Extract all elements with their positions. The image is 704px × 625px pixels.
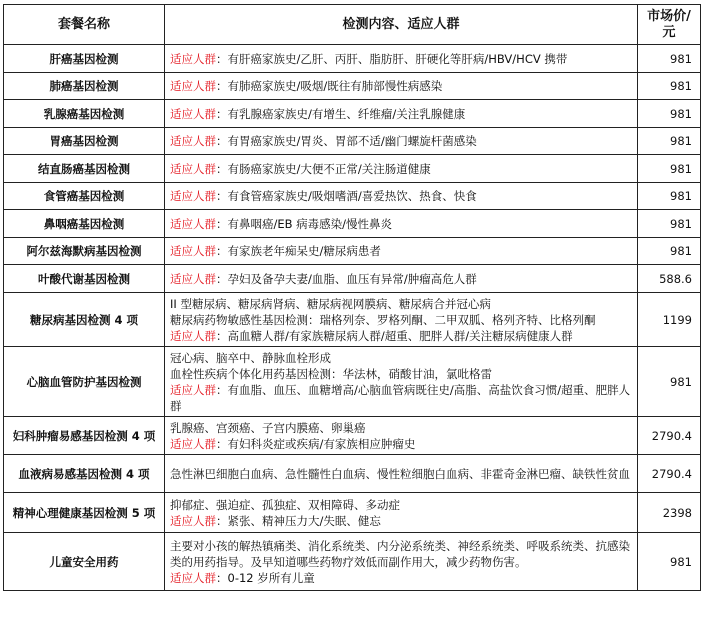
table-row: [4, 45, 701, 73]
test-content-cell: [165, 293, 638, 347]
table-row: [4, 533, 701, 591]
target-group-label: 适应人群: [170, 328, 216, 343]
package-name-cell: 叶酸代谢基因检测: [4, 265, 165, 293]
market-price-cell: 1199: [638, 293, 701, 347]
package-name-cell: 血液病易感基因检测 4 项: [4, 455, 165, 493]
content-text: ：有家族老年痴呆史/糖尿病患者: [216, 244, 381, 258]
test-content-cell: [165, 417, 638, 455]
content-line: [170, 161, 632, 177]
test-content-cell: [165, 183, 638, 210]
content-text: ：0-12 岁所有儿童: [216, 570, 315, 585]
target-group-label: 适应人群: [170, 189, 216, 203]
content-line: [170, 420, 632, 436]
header-row: [4, 5, 701, 45]
table-row: [4, 493, 701, 533]
package-name-cell: 心脑血管防护基因检测: [4, 347, 165, 417]
content-text: ：有肺癌家族史/吸烟/既往有肺部慢性病感染: [216, 79, 443, 93]
test-content-cell: [165, 347, 638, 417]
content-line: [170, 51, 632, 67]
content-line: [170, 350, 632, 366]
market-price-cell: 588.6: [638, 265, 701, 293]
market-price-cell: 981: [638, 45, 701, 73]
market-price-cell: 981: [638, 73, 701, 100]
content-text: ：高血糖人群/有家族糖尿病人群/超重、肥胖人群/关注糖尿病健康人群: [216, 328, 573, 343]
content-text: 乳腺癌、宫颈癌、子宫内膜癌、卵巢癌: [170, 420, 366, 435]
content-line: [170, 436, 632, 452]
content-text: 血栓性疾病个体化用药基因检测：华法林，硝酸甘油，氯吡格雷: [170, 366, 492, 381]
market-price-cell: 981: [638, 533, 701, 591]
content-text: II 型糖尿病、糖尿病肾病、糖尿病视网膜病、糖尿病合并冠心病: [170, 296, 491, 311]
content-text: 抑郁症、强迫症、孤独症、双相障碍、多动症: [170, 497, 400, 512]
package-name-cell: 糖尿病基因检测 4 项: [4, 293, 165, 347]
package-name-cell: 肝癌基因检测: [4, 45, 165, 73]
market-price-cell: 2790.4: [638, 455, 701, 493]
table-row: [4, 417, 701, 455]
header-market-price: [638, 5, 701, 45]
content-text: 急性淋巴细胞白血病、急性髓性白血病、慢性粒细胞白血病、非霍奇金淋巴瘤、缺铁性贫血: [170, 466, 630, 481]
header-test-content: 检测内容、适应人群: [165, 5, 638, 45]
content-text: 冠心病、脑卒中、静脉血栓形成: [170, 350, 331, 365]
content-text: ：有肝癌家族史/乙肝、丙肝、脂肪肝、肝硬化等肝病/HBV/HCV 携带: [216, 51, 568, 66]
content-line: [170, 513, 632, 529]
test-content-cell: [165, 265, 638, 293]
target-group-label: 适应人群: [170, 216, 216, 231]
test-content-cell: [165, 210, 638, 238]
package-name-cell: 肺癌基因检测: [4, 73, 165, 100]
content-text: ：有乳腺癌家族史/有增生、纤维瘤/关注乳腺健康: [216, 106, 466, 121]
content-line: [170, 216, 632, 232]
table-row: [4, 73, 701, 100]
package-name-cell: 胃癌基因检测: [4, 128, 165, 155]
content-text: ：紧张、精神压力大/失眠、健忘: [216, 513, 381, 528]
package-name-cell: 妇科肿瘤易感基因检测 4 项: [4, 417, 165, 455]
table-row: [4, 455, 701, 493]
test-content-cell: [165, 45, 638, 73]
content-line: [170, 133, 632, 149]
header-price-line2: 元: [662, 24, 676, 40]
content-line: [170, 366, 632, 382]
target-group-label: 适应人群: [170, 244, 216, 258]
content-line: [170, 328, 632, 344]
content-line: [170, 243, 632, 259]
target-group-label: 适应人群: [170, 271, 216, 286]
target-group-label: 适应人群: [170, 106, 216, 121]
market-price-cell: 2790.4: [638, 417, 701, 455]
test-content-cell: [165, 73, 638, 100]
package-table: [3, 4, 701, 591]
content-line: [170, 188, 632, 204]
content-text: 糖尿病药物敏感性基因检测：瑞格列奈、罗格列酮、二甲双胍、格列齐特、比格列酮: [170, 312, 596, 327]
package-name-cell: 精神心理健康基因检测 5 项: [4, 493, 165, 533]
test-content-cell: [165, 100, 638, 128]
content-line: [170, 497, 632, 513]
test-content-cell: [165, 493, 638, 533]
content-line: [170, 570, 632, 586]
test-content-cell: [165, 128, 638, 155]
test-content-cell: [165, 238, 638, 265]
target-group-label: 适应人群: [170, 436, 216, 451]
content-text: ：有血脂、血压、血糖增高/心脑血管病既往史/高脂、高盐饮食习惯/超重、肥胖人群: [170, 382, 631, 413]
content-line: [170, 78, 632, 94]
test-content-cell: [165, 155, 638, 183]
content-line: [170, 106, 632, 122]
content-text: ：有肠癌家族史/大便不正常/关注肠道健康: [216, 161, 431, 176]
target-group-label: 适应人群: [170, 570, 216, 585]
market-price-cell: 981: [638, 128, 701, 155]
market-price-cell: 981: [638, 100, 701, 128]
package-name-cell: 乳腺癌基因检测: [4, 100, 165, 128]
table-row: [4, 238, 701, 265]
table-row: [4, 293, 701, 347]
content-line: [170, 538, 632, 570]
target-group-label: 适应人群: [170, 134, 216, 148]
target-group-label: 适应人群: [170, 382, 216, 397]
market-price-cell: 981: [638, 347, 701, 417]
content-line: [170, 382, 632, 414]
market-price-cell: 981: [638, 238, 701, 265]
target-group-label: 适应人群: [170, 79, 216, 93]
table-row: [4, 347, 701, 417]
target-group-label: 适应人群: [170, 161, 216, 176]
target-group-label: 适应人群: [170, 513, 216, 528]
content-text: 主要对小孩的解热镇痛类、消化系统类、内分泌系统类、神经系统类、呼吸系统类、抗感染类的用药指导。及早知道哪些药物疗效低而副作用大，减少药物伤害。: [170, 538, 630, 569]
market-price-cell: 2398: [638, 493, 701, 533]
content-line: [170, 466, 632, 482]
content-line: [170, 296, 632, 312]
content-text: ：有鼻咽癌/EB 病毒感染/慢性鼻炎: [216, 216, 393, 231]
header-package-name: 套餐名称: [4, 5, 165, 45]
package-name-cell: 阿尔兹海默病基因检测: [4, 238, 165, 265]
content-text: ：有食管癌家族史/吸烟嗜酒/喜爱热饮、热食、快食: [216, 189, 477, 203]
content-line: [170, 312, 632, 328]
content-line: [170, 271, 632, 287]
package-name-cell: 食管癌基因检测: [4, 183, 165, 210]
test-content-cell: [165, 533, 638, 591]
test-content-cell: [165, 455, 638, 493]
content-text: ：有妇科炎症或疾病/有家族相应肿瘤史: [216, 436, 416, 451]
table-row: [4, 155, 701, 183]
table-row: [4, 100, 701, 128]
market-price-cell: 981: [638, 183, 701, 210]
table-row: [4, 210, 701, 238]
package-name-cell: 儿童安全用药: [4, 533, 165, 591]
table-body: [4, 45, 701, 591]
table-row: [4, 128, 701, 155]
package-name-cell: 鼻咽癌基因检测: [4, 210, 165, 238]
table-row: [4, 265, 701, 293]
target-group-label: 适应人群: [170, 51, 216, 66]
content-text: ：有胃癌家族史/胃炎、胃部不适/幽门螺旋杆菌感染: [216, 134, 477, 148]
market-price-cell: 981: [638, 210, 701, 238]
package-name-cell: 结直肠癌基因检测: [4, 155, 165, 183]
content-text: ：孕妇及备孕夫妻/血脂、血压有异常/肿瘤高危人群: [216, 271, 477, 286]
market-price-cell: 981: [638, 155, 701, 183]
table-row: [4, 183, 701, 210]
header-price-line1: 市场价/: [647, 8, 691, 24]
